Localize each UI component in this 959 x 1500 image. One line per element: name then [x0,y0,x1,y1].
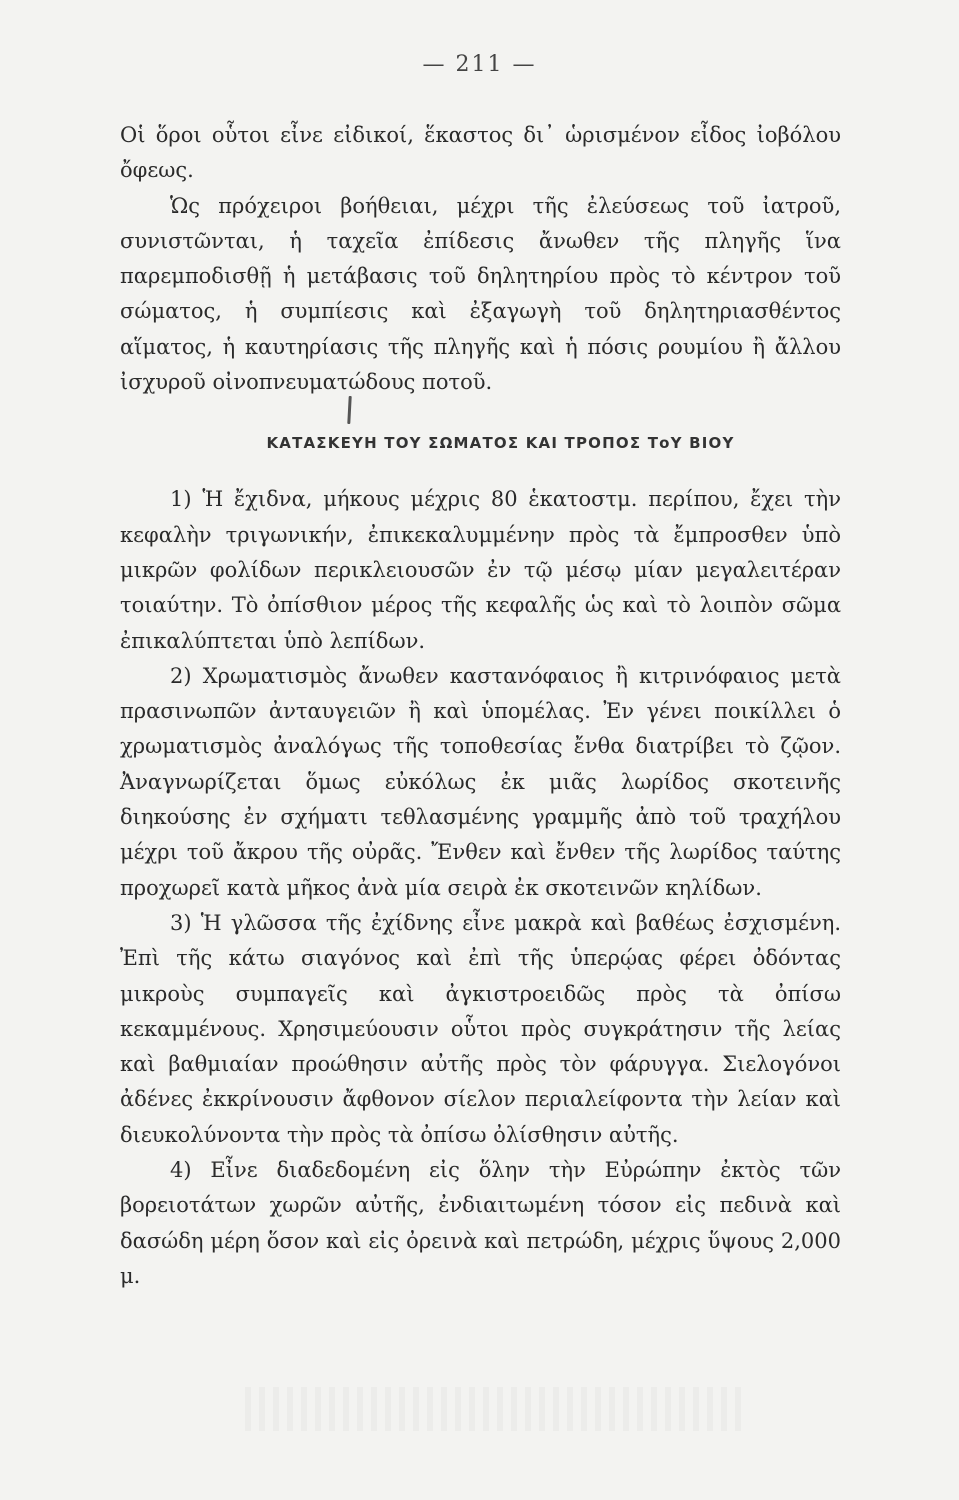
paragraph-3: 1) Ἡ ἔχιδνα, μήκους μέχρις 80 ἑκατοστμ. περίπου, ἔχει τὴν κεφαλὴν τριγωνικήν, ἐπικεκαλυμμένην πρὸς τὰ ἔμπροσθεν ὑπὸ μικρῶν φολίδων περικλειουσῶν ἐν τῷ μέσῳ μίαν μεγαλειτέραν τοιαύτην. Τὸ ὀπίσθιον μέρος τῆς κεφαλῆς ὡς καὶ τὸ λοιπὸν σῶμα ἐπικαλύπτεται ὑπὸ λεπίδων. [120,487,841,653]
paragraph-4: 2) Χρωματισμὸς ἄνωθεν καστανόφαιος ἢ κιτρινόφαιος μετὰ πρασινωπῶν ἀνταυγειῶν ἢ καὶ ὑπομέλας. Ἐν γένει ποικίλλει ὁ χρωματισμὸς ἀναλόγως τῆς τοποθεσίας ἔνθα διατρίβει τὸ ζῷον. Ἀναγνωρίζεται ὅμως εὐκόλως ἐκ μιᾶς λωρίδος σκοτεινῆς διηκούσης ἐν σχήματι τεθλασμένης γραμμῆς ἀπὸ τοῦ τραχήλου μέχρι τοῦ ἄκρου τῆς οὐρᾶς. Ἔνθεν καὶ ἔνθεν τῆς λωρίδος ταύτης προχωρεῖ κατὰ μῆκος ἀνὰ μία σειρὰ ἐκ σκοτεινῶν κηλίδων. [120,663,841,900]
paragraph-1: Οἱ ὅροι οὗτοι εἶνε εἰδικοί, ἕκαστος δι᾽ ὡρισμένον εἶδος ἰοβόλου ὄφεως. [120,123,841,183]
bleed-through-texture [245,1387,745,1431]
paragraph-6: 4) Εἶνε διαδεδομένη εἰς ὅλην τὴν Εὐρώπην ἐκτὸς τῶν βορειοτάτων χωρῶν αὐτῆς, ἐνδιαιτωμένη τόσον εἰς πεδινὰ καὶ δασώδη μέρη ὅσον καὶ εἰς ὀρεινὰ καὶ πετρώδη, μέχρις ὕψους 2,000 μ. [120,1158,841,1288]
paragraph-5: 3) Ἡ γλῶσσα τῆς ἐχίδνης εἶνε μακρὰ καὶ βαθέως ἐσχισμένη. Ἐπὶ τῆς κάτω σιαγόνος καὶ ἐπὶ τῆς ὑπερῴας φέρει ὀδόντας μικροὺς συμπαγεῖς καὶ ἀγκιστροειδῶς πρὸς τὰ ὀπίσω κεκαμμένους. Χρησιμεύουσιν οὗτοι πρὸς συγκράτησιν τῆς λείας καὶ βαθμιαίαν προώθησιν αὐτῆς πρὸς τὸν φάρυγγα. Σιελογόνοι ἀδένες ἐκκρίνουσιν ἄφθονον σίελον περιαλείφοντα τὴν λείαν καὶ διευκολύνοντα τὴν πρὸς τὰ ὀπίσω ὀλίσθησιν αὐτῆς. [120,910,841,1147]
page-number: — 211 — [422,52,537,77]
page-body [120,118,841,1294]
section-heading: ΚΑΤΑΣΚΕΥΗ ΤΟΥ ΣΩΜΑΤΟΣ ΚΑΙ ΤΡΟΠΟΣ ΤοΥ ΒΙΟΥ [266,434,735,453]
paragraph-2: Ὡς πρόχειροι βοήθειαι, μέχρι τῆς ἐλεύσεως τοῦ ἰατροῦ, συνιστῶνται, ἡ ταχεῖα ἐπίδεσις ἄνωθεν τῆς πληγῆς ἵνα παρεμποδισθῇ ἡ μετάβασις τοῦ δηλητηρίου πρὸς τὸ κέντρον τοῦ σώματος, ἡ συμπίεσις καὶ ἐξαγωγὴ τοῦ δηλητηριασθέντος αἵματος, ἡ καυτηρίασις τῆς πληγῆς καὶ ἡ πόσις ρουμίου ἢ ἄλλου ἰσχυροῦ οἰνοπνευματώδους ποτοῦ. [120,193,841,395]
